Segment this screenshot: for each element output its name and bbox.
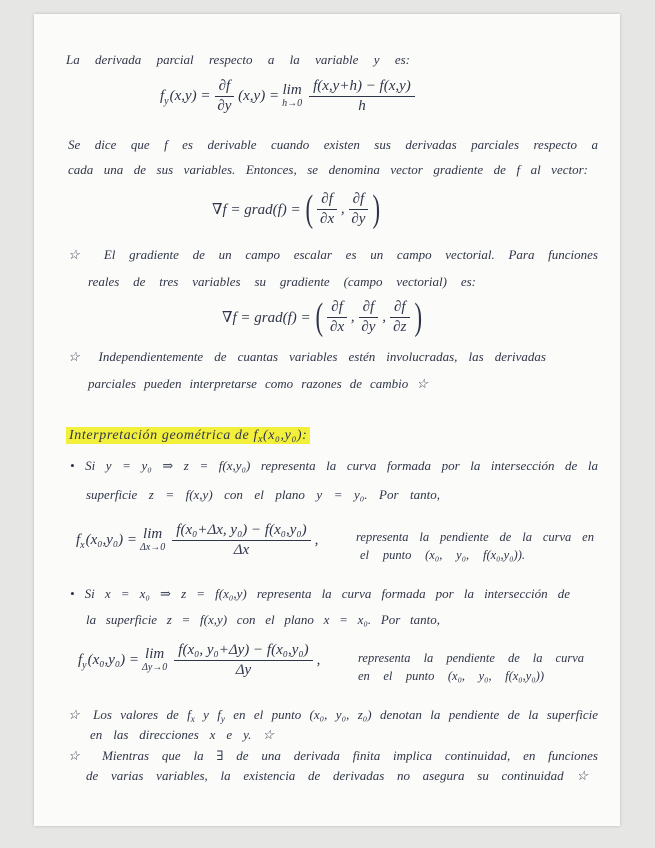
limit-label: lim xyxy=(143,525,163,542)
gradient-term-x xyxy=(327,299,347,336)
fraction-numerator: f(x,y+h) − f(x,y) xyxy=(309,78,415,97)
formula-lhs-f: f xyxy=(160,88,165,104)
fraction-denominator: Δy xyxy=(235,662,252,678)
difference-quotient xyxy=(172,522,310,559)
formula-lhs-args: (x₀,y₀) = xyxy=(87,652,139,668)
difference-quotient xyxy=(309,78,415,115)
formula-mid: (x,y) = xyxy=(238,88,280,104)
fraction-denominator: ∂y xyxy=(217,98,232,114)
limit-label: lim xyxy=(145,645,165,662)
formula-lhs-subscript: y xyxy=(164,96,169,107)
formula-lhs-args: (x₀,y₀) = xyxy=(85,532,137,548)
term-separator: , xyxy=(350,308,355,325)
fraction-numerator: ∂f xyxy=(317,191,337,210)
gradient-term-x xyxy=(317,191,337,228)
derivable-line-1: Se dice que f es derivable cuando existen sus derivadas parciales respecto a xyxy=(68,137,598,152)
fraction-denominator: h xyxy=(358,98,366,114)
fraction-denominator: ∂y xyxy=(351,210,366,227)
rate-note-line-2: parciales pueden interpretarse como razones de cambio ☆ xyxy=(88,376,428,391)
limit-operator xyxy=(139,525,166,554)
formula-lhs-f: f xyxy=(76,532,81,548)
limit-operator xyxy=(141,645,168,674)
partial-fraction xyxy=(215,78,235,115)
formula-trailing-comma: , xyxy=(316,652,321,668)
rate-note-line-1: ☆ Independientemente de cuantas variables estén involucradas, las derivadas xyxy=(68,349,546,364)
formula-fy xyxy=(78,642,320,679)
term-separator: , xyxy=(340,200,345,217)
limit-condition: Δx→0 xyxy=(139,541,166,553)
formula-fx xyxy=(76,522,318,559)
fraction-numerator: f(x₀+Δx, y₀) − f(x₀,y₀) xyxy=(172,522,310,541)
gradient-note-line-2: reales de tres variables su gradiente (campo vectorial) es: xyxy=(88,274,476,289)
difference-quotient xyxy=(174,642,312,679)
fraction-numerator: ∂f xyxy=(215,78,235,97)
term-separator: , xyxy=(382,308,386,325)
limit-condition: Δy→0 xyxy=(141,661,168,673)
case-x-line-1: • Si x = x₀ ⇒ z = f(x₀,y) representa la curva formada por la intersección de xyxy=(70,586,570,601)
slope-note-mid: y f xyxy=(194,707,221,722)
fraction-denominator: ∂x xyxy=(320,210,335,227)
limit-operator xyxy=(282,81,303,110)
formula-lhs-f: f xyxy=(78,652,83,668)
slope-note-line-1 xyxy=(68,706,598,724)
slope-note-post: en el punto (x₀, y₀, z₀) denotan la pendiente de la superficie xyxy=(224,707,598,722)
case-y-line-2: superficie z = f(x,y) con el plano y = y₀. Por tanto, xyxy=(86,487,440,502)
case-y-meaning-2: el punto (x₀, y₀, f(x₀,y₀)). xyxy=(360,548,525,562)
slope-note-pre: ☆ Los valores de f xyxy=(68,707,191,722)
slope-note-line-2: en las direcciones x e y. ☆ xyxy=(90,727,274,742)
fraction-denominator: ∂y xyxy=(361,318,376,335)
derivable-line-2: cada una de sus variables. Entonces, se denomina vector gradiente de f al vector: xyxy=(68,162,588,177)
intro-text: La derivada parcial respecto a la variable y es: xyxy=(66,52,410,67)
fraction-denominator: Δx xyxy=(233,542,250,558)
fraction-numerator: f(x₀, y₀+Δy) − f(x₀,y₀) xyxy=(174,642,312,661)
case-x-meaning-2: en el punto (x₀, y₀, f(x₀,y₀)) xyxy=(358,669,544,683)
close-paren: ) xyxy=(372,188,381,230)
gradient-term-y xyxy=(359,299,379,336)
heading-args: (x₀,y₀): xyxy=(262,428,308,443)
limit-label: lim xyxy=(282,81,302,98)
slope-note-sub-x: x xyxy=(190,714,195,724)
close-paren: ) xyxy=(414,296,422,338)
fraction-numerator: ∂f xyxy=(327,299,347,318)
case-x-meaning-1: representa la pendiente de la curva xyxy=(358,651,584,665)
gradient-term-z xyxy=(390,299,410,336)
open-paren: ( xyxy=(315,296,323,338)
formula-partial-y xyxy=(160,78,419,115)
fraction-denominator: ∂z xyxy=(393,318,407,335)
fraction-denominator: ∂x xyxy=(330,318,345,335)
case-y-meaning-1: representa la pendiente de la curva en xyxy=(356,530,594,544)
formula-gradient-2d xyxy=(212,190,381,228)
heading-subscript: x xyxy=(257,434,263,445)
limit-condition: h→0 xyxy=(282,97,303,109)
formula-lhs-args: (x,y) = xyxy=(169,88,211,104)
gradient-lhs: ∇f = grad(f) = xyxy=(222,309,311,326)
gradient-term-y xyxy=(349,191,369,228)
formula-trailing-comma: , xyxy=(314,532,319,548)
fraction-numerator: ∂f xyxy=(359,299,379,318)
heading-highlight xyxy=(66,427,310,444)
fraction-numerator: ∂f xyxy=(349,191,369,210)
formula-lhs-subscript: x xyxy=(80,540,85,551)
case-y-line-1: • Si y = y₀ ⇒ z = f(x,y₀) representa la curva formada por la intersección de la xyxy=(70,458,598,473)
formula-gradient-3d xyxy=(222,298,422,336)
formula-lhs-subscript: y xyxy=(82,660,87,671)
continuity-note-line-1: ☆ Mientras que la ∃ de una derivada finita implica continuidad, en funciones xyxy=(68,748,598,763)
case-x-line-2: la superficie z = f(x,y) con el plano x = x₀. Por tanto, xyxy=(86,612,440,627)
open-paren: ( xyxy=(305,188,313,230)
slope-note-sub-y: y xyxy=(220,714,225,724)
gradient-lhs: ∇f = grad(f) = xyxy=(212,201,301,218)
gradient-note-line-1: ☆ El gradiente de un campo escalar es un campo vectorial. Para funciones xyxy=(68,247,598,262)
fraction-numerator: ∂f xyxy=(390,299,410,318)
section-heading xyxy=(66,427,310,445)
continuity-note-line-2: de varias variables, la existencia de derivadas no asegura su continuidad ☆ xyxy=(86,768,588,783)
heading-text: Interpretación geométrica de f xyxy=(69,428,258,443)
